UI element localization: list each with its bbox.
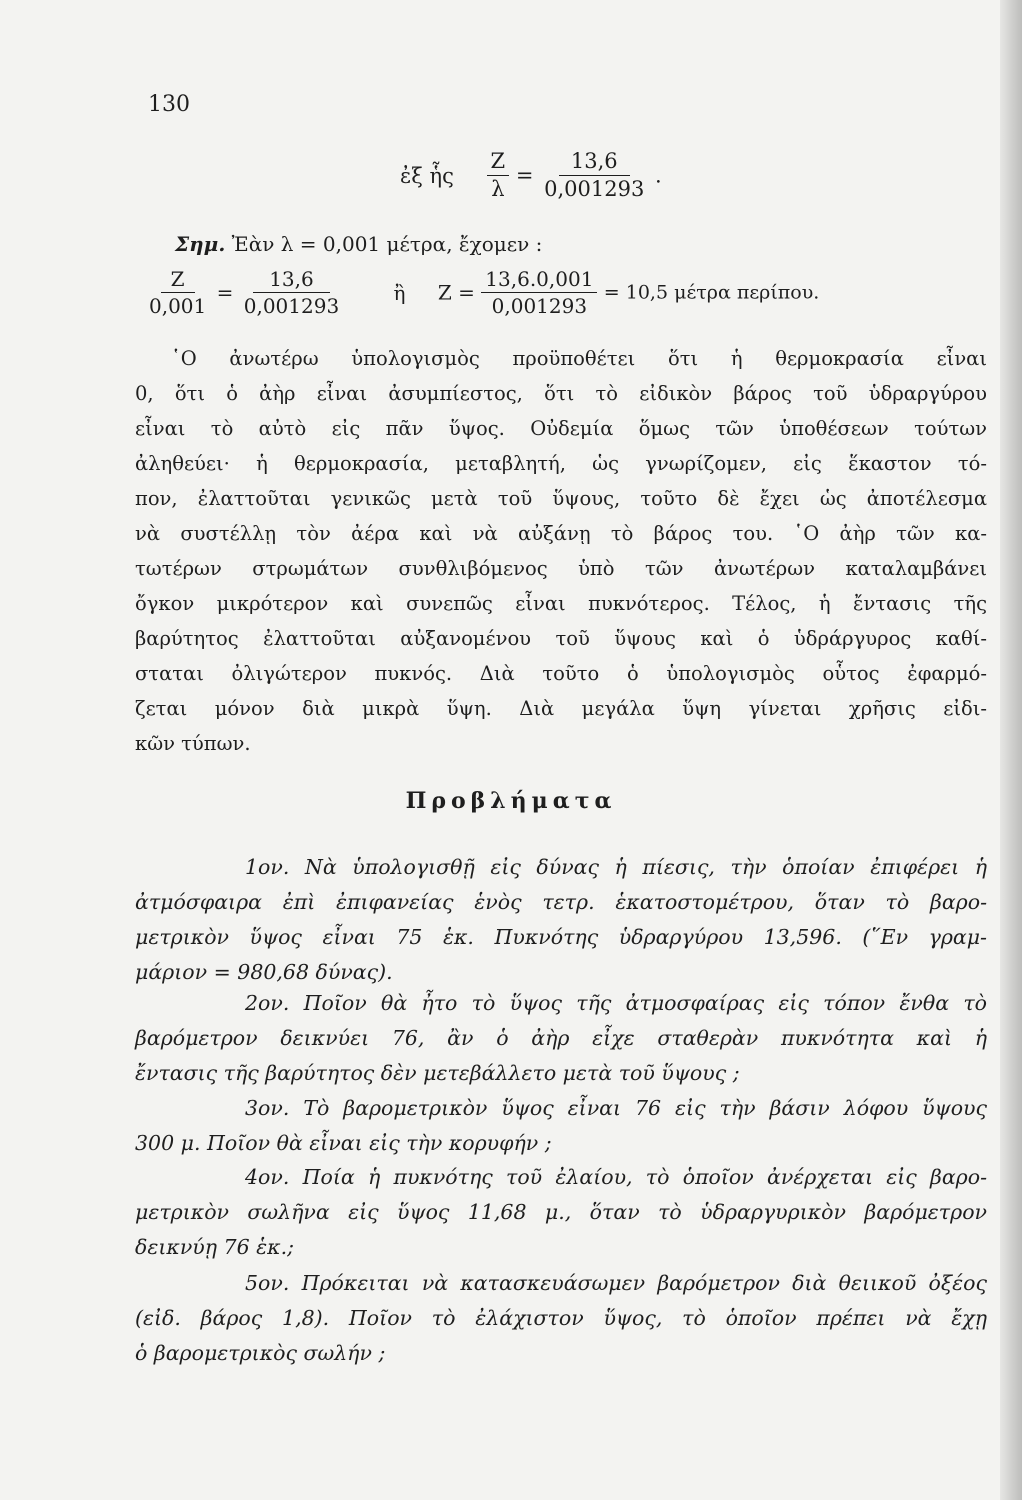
problem-line: 3ον. Τὸ βαρομετρικὸν ὕψος εἶναι 76 εἰς τὴν βάσιν λόφου ὕψους — [245, 1096, 987, 1120]
formula-2-result: = 10,5 μέτρα περίπου. — [603, 281, 820, 304]
page-number: 130 — [148, 92, 190, 117]
problem-line: ἔντασις τῆς βαρύτητος δὲν μετεβάλλετο μετὰ τοῦ ὕψους ; — [135, 1061, 740, 1085]
paragraph-line: σταται ὀλιγώτερον πυκνός. Διὰ τοῦτο ὁ ὑπολογισμὸς οὗτος ἐφαρμό- — [135, 662, 987, 685]
formula-2-a-num: Z — [161, 268, 195, 293]
problem-line: (εἰδ. βάρος 1,8). Ποῖον τὸ ἐλάχιστον ὕψος, τὸ ὁποῖον πρέπει νὰ ἔχῃ — [135, 1306, 987, 1330]
page-edge-shadow — [1000, 0, 1022, 1500]
paragraph-line: βαρύτητος ἐλαττοῦται αὐξανομένου τοῦ ὕψους καὶ ὁ ὑδράργυρος καθί- — [135, 627, 987, 650]
formula-2-b-den: 0,001293 — [243, 294, 340, 318]
paragraph-line: 0, ὅτι ὁ ἀὴρ εἶναι ἀσυμπίεστος, ὅτι τὸ εἰδικὸν βάρος τοῦ ὑδραργύρου — [135, 382, 987, 405]
paragraph-line: τωτέρων στρωμάτων συνθλιβόμενος ὑπὸ τῶν ἀνωτέρων καταλαμβάνει — [135, 557, 987, 580]
problem-line: 1ον. Νὰ ὑπολογισθῇ εἰς δύνας ἡ πίεσις, τὴν ὁποίαν ἐπιφέρει ἡ — [245, 855, 987, 879]
formula-2-c — [481, 268, 597, 317]
formula-1-rhs-den: 0,001293 — [544, 177, 645, 202]
problem-line: 5ον. Πρόκειται νὰ κατασκευάσωμεν βαρόμετρον διὰ θειικοῦ ὀξέος — [245, 1271, 987, 1295]
problem-line: βαρόμετρον δεικνύει 76, ἂν ὁ ἀὴρ εἶχε σταθερὰν πυκνότητα καὶ ἡ — [135, 1026, 987, 1050]
paragraph-line: κῶν τύπων. — [135, 732, 251, 755]
paragraph-line: πον, ἐλαττοῦται γενικῶς μετὰ τοῦ ὕψους, τοῦτο δὲ ἔχει ὡς ἀποτέλεσμα — [135, 487, 987, 510]
formula-1-lhs — [487, 150, 510, 201]
formula-1-prefix: ἐξ ἧς — [400, 163, 454, 188]
formula-1-lhs-den: λ — [491, 177, 505, 202]
paragraph-line: ῾Ο ἀνωτέρω ὑπολογισμὸς προϋποθέτει ὅτι ἡ θερμοκρασία εἶναι — [171, 347, 987, 370]
note-label: Σημ. — [175, 232, 226, 256]
paragraph-line: εἶναι τὸ αὐτὸ εἰς πᾶν ὕψος. Οὐδεμία ὅμως τῶν ὑποθέσεων τούτων — [135, 417, 987, 440]
problem-line: 4ον. Ποία ἡ πυκνότης τοῦ ἐλαίου, τὸ ὁποῖον ἀνέρχεται εἰς βαρο- — [245, 1165, 987, 1189]
paragraph-line: νὰ συστέλλῃ τὸν ἀέρα καὶ νὰ αὐξάνῃ τὸ βάρος του. ῾Ο ἀὴρ τῶν κα- — [135, 522, 987, 545]
problems-heading: Προβλήματα — [405, 788, 617, 814]
formula-2-c-den: 0,001293 — [491, 294, 588, 318]
formula-1-rhs — [540, 150, 648, 201]
formula-2-eq: = — [216, 280, 234, 305]
note-text: Ἐὰν λ = 0,001 μέτρα, ἔχομεν : — [231, 232, 543, 256]
formula-1-rhs-num: 13,6 — [559, 150, 630, 176]
formula-2-a — [145, 268, 210, 317]
formula-2-b-num: 13,6 — [253, 268, 330, 293]
formula-2-b — [240, 268, 343, 317]
formula-1-end: . — [655, 163, 662, 188]
paragraph-line: ζεται μόνον διὰ μικρὰ ὕψη. Διὰ μεγάλα ὕψη γίνεται χρῆσις εἰδι- — [135, 697, 987, 720]
problem-line: δεικνύῃ 76 ἑκ.; — [135, 1235, 295, 1259]
formula-2-c-num: 13,6.0,001 — [481, 268, 597, 293]
formula-2-z: Z — [437, 280, 452, 305]
formula-2-a-den: 0,001 — [149, 294, 207, 318]
formula-2-eq2: = — [458, 280, 475, 305]
formula-1-eq: = — [515, 163, 534, 188]
paragraph-line: ἀληθεύει· ἡ θερμοκρασία, μεταβλητή, ὡς γνωρίζομεν, εἰς ἕκαστον τό- — [135, 452, 987, 475]
paragraph-line: ὄγκον μικρότερον καὶ συνεπῶς εἶναι πυκνότερος. Τέλος, ἡ ἔντασις τῆς — [135, 592, 987, 615]
problem-line: μάριον = 980,68 δύνας). — [135, 960, 393, 984]
formula-1-lhs-num: Z — [487, 150, 510, 176]
problem-line: 300 μ. Ποῖον θὰ εἶναι εἰς τὴν κορυφήν ; — [135, 1131, 552, 1155]
problem-line: 2ον. Ποῖον θὰ ἦτο τὸ ὕψος τῆς ἀτμοσφαίρας εἰς τόπον ἔνθα τὸ — [245, 991, 987, 1015]
formula-2 — [145, 268, 819, 317]
problem-line: ὁ βαρομετρικὸς σωλήν ; — [135, 1341, 386, 1365]
formula-2-or: ἢ — [393, 280, 406, 305]
note-line — [175, 232, 542, 256]
problem-line: ἀτμόσφαιρα ἐπὶ ἐπιφανείας ἑνὸς τετρ. ἑκατοστομέτρου, ὅταν τὸ βαρο- — [135, 890, 987, 914]
problem-line: μετρικὸν ὕψος εἶναι 75 ἑκ. Πυκνότης ὑδραργύρου 13,596. (῞Εν γραμ- — [135, 925, 987, 949]
formula-1 — [400, 150, 662, 201]
problem-line: μετρικὸν σωλῆνα εἰς ὕψος 11,68 μ., ὅταν τὸ ὑδραργυρικὸν βαρόμετρον — [135, 1200, 987, 1224]
